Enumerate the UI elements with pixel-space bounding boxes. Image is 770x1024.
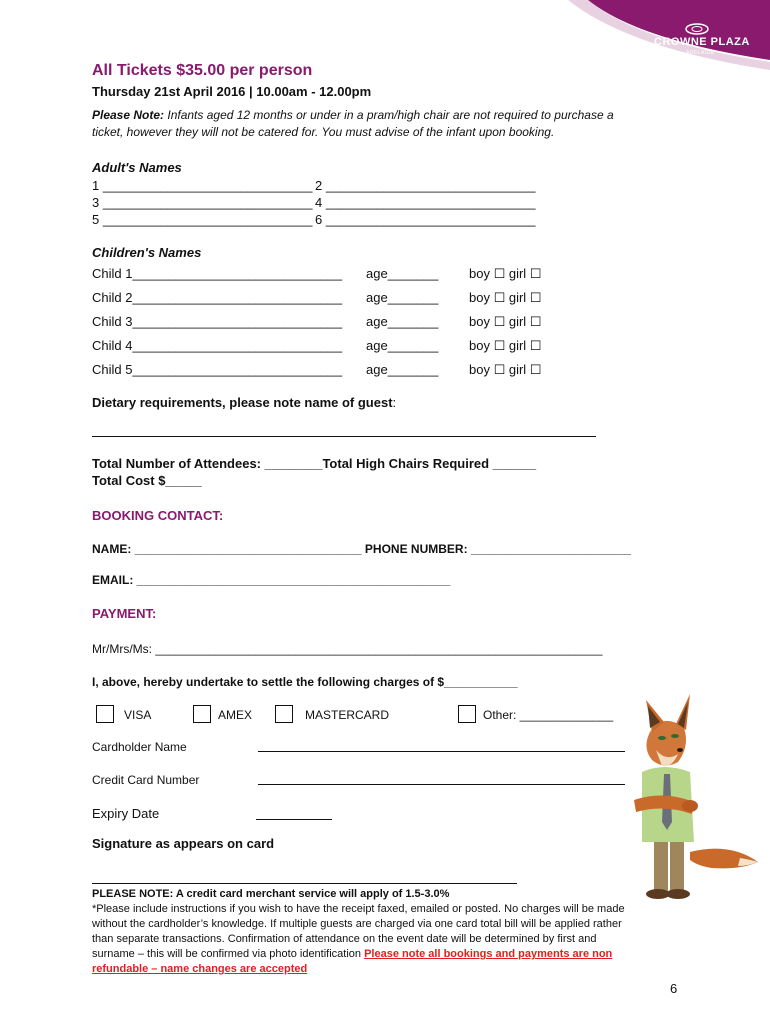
booking-email[interactable]: EMAIL: _______________________________________________: [92, 573, 451, 587]
event-date: Thursday 21st April 2016 | 10.00am - 12.00pm: [92, 84, 372, 99]
page-title: All Tickets $35.00 per person: [92, 62, 313, 79]
footer-line-2: without the cardholder’s knowledge. If multiple guests are charged via one card total bill will be applied rather: [92, 918, 622, 930]
footer-line-4: [92, 948, 612, 960]
amex-checkbox[interactable]: [193, 705, 211, 723]
child-sex-checkboxes[interactable]: boy ☐ girl ☐: [469, 314, 542, 329]
child-age-field[interactable]: age_______: [366, 266, 439, 281]
mastercard-label: MASTERCARD: [305, 708, 390, 722]
mastercard-checkbox[interactable]: [275, 705, 293, 723]
card-number-input-line[interactable]: [258, 784, 625, 785]
child-name-field[interactable]: Child 4_____________________________: [92, 338, 343, 353]
refund-warning-1: Please note all bookings and payments are non: [364, 948, 613, 960]
adult-field-1[interactable]: 1 _____________________________: [92, 178, 313, 193]
booking-heading: BOOKING CONTACT:: [92, 508, 224, 523]
child-name-field[interactable]: Child 3_____________________________: [92, 314, 343, 329]
card-number-label: Credit Card Number: [92, 773, 200, 787]
dietary-text: Dietary requirements, please note name of guest: [92, 395, 393, 410]
note-label: Please Note:: [92, 108, 165, 122]
child-sex-checkboxes[interactable]: boy ☐ girl ☐: [469, 362, 542, 377]
infant-note: [92, 108, 614, 122]
visa-label: VISA: [124, 708, 152, 722]
child-sex-checkboxes[interactable]: boy ☐ girl ☐: [469, 266, 542, 281]
adult-field-2[interactable]: 2 _____________________________: [315, 178, 536, 193]
visa-checkbox[interactable]: [96, 705, 114, 723]
child-sex-checkboxes[interactable]: boy ☐ girl ☐: [469, 290, 542, 305]
fox-character-illustration: [620, 692, 760, 904]
dietary-label: [92, 395, 396, 410]
child-name-field[interactable]: Child 5_____________________________: [92, 362, 343, 377]
other-label[interactable]: Other: ______________: [483, 708, 614, 722]
adults-heading: Adult's Names: [92, 160, 182, 175]
child-age-field[interactable]: age_______: [366, 290, 439, 305]
expiry-label: Expiry Date: [92, 806, 160, 821]
page-number: 6: [670, 981, 678, 996]
payment-heading: PAYMENT:: [92, 606, 157, 621]
brand-location: ADELAIDE: [686, 50, 715, 56]
footer-line-4-text: surname – this will be confirmed via photo identification: [92, 948, 365, 960]
booking-name-phone[interactable]: NAME: __________________________________ PHONE NUMBER: ________________________: [92, 542, 632, 556]
brand-name: CROWNE PLAZA: [654, 36, 750, 48]
child-age-field[interactable]: age_______: [366, 314, 439, 329]
children-heading: Children's Names: [92, 245, 202, 260]
child-name-field[interactable]: Child 1_____________________________: [92, 266, 343, 281]
adult-field-6[interactable]: 6 _____________________________: [315, 212, 536, 227]
child-age-field[interactable]: age_______: [366, 362, 439, 377]
footer-line-3: than separate transactions. Confirmation of attendance on the event date will be determined by first and: [92, 933, 597, 945]
footer-line-1: *Please include instructions if you wish to have the receipt faxed, emailed or posted. No charges will be made: [92, 903, 625, 915]
expiry-input-line[interactable]: [256, 819, 332, 820]
dietary-colon: :: [392, 395, 397, 410]
signature-label: Signature as appears on card: [92, 836, 275, 851]
note-text-1: Infants aged 12 months or under in a pram/high chair are not required to purchase a: [164, 108, 614, 122]
merchant-fee-note: PLEASE NOTE: A credit card merchant service will apply of 1.5-3.0%: [92, 888, 450, 900]
child-age-field[interactable]: age_______: [366, 338, 439, 353]
child-sex-checkboxes[interactable]: boy ☐ girl ☐: [469, 338, 542, 353]
cardholder-input-line[interactable]: [258, 751, 625, 752]
adult-field-5[interactable]: 5 _____________________________: [92, 212, 313, 227]
note-text-2: ticket, however they will not be catered for. You must advise of the infant upon booking.: [92, 125, 555, 139]
refund-warning-2: refundable – name changes are accepted: [92, 963, 308, 975]
signature-input-line[interactable]: [92, 883, 517, 884]
total-cost-line[interactable]: Total Cost $_____: [92, 473, 202, 488]
child-name-field[interactable]: Child 2_____________________________: [92, 290, 343, 305]
cardholder-label: Cardholder Name: [92, 740, 187, 754]
crowne-plaza-logo-icon: [684, 22, 710, 36]
amex-label: AMEX: [218, 708, 253, 722]
adult-field-4[interactable]: 4 _____________________________: [315, 195, 536, 210]
dietary-input-line[interactable]: [92, 436, 596, 437]
other-checkbox[interactable]: [458, 705, 476, 723]
undertake-line[interactable]: I, above, hereby undertake to settle the following charges of $___________: [92, 675, 518, 689]
attendees-line[interactable]: Total Number of Attendees: ________Total High Chairs Required ______: [92, 456, 537, 471]
adult-field-3[interactable]: 3 _____________________________: [92, 195, 313, 210]
salutation-field[interactable]: Mr/Mrs/Ms: ___________________________________________________________________: [92, 642, 603, 656]
